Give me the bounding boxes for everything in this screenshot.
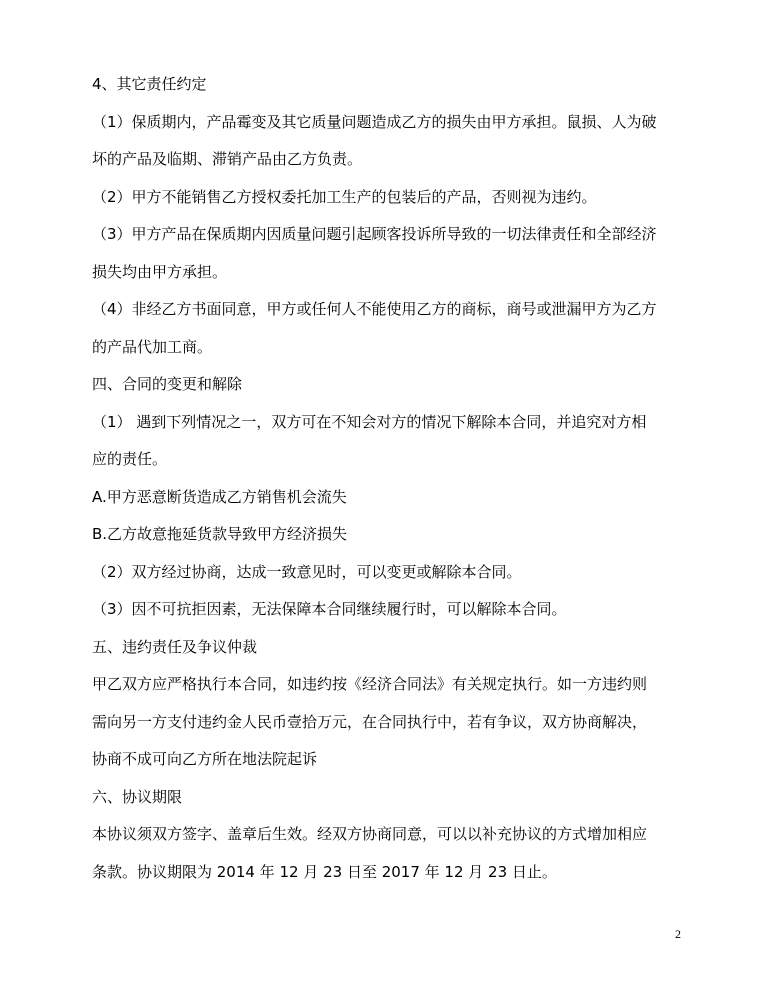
section-heading-agreement-term: 六、协议期限 — [92, 787, 183, 806]
page-number: 2 — [675, 927, 681, 941]
paragraph-line: 本协议须双方签字、盖章后生效。经双方协商同意，可以以补充协议的方式增加相应 — [92, 825, 648, 843]
paragraph-line: 坏的产品及临期、滞销产品由乙方负责。 — [92, 150, 363, 168]
paragraph-line: 甲乙双方应严格执行本合同，如违约按《经济合同法》有关规定执行。如一方违约则 — [92, 675, 648, 693]
paragraph-line: （1） 遇到下列情况之一，双方可在不知会对方的情况下解除本合同，并追究对方相 — [92, 412, 647, 431]
paragraph-line: （2）双方经过协商，达成一致意见时，可以变更或解除本合同。 — [92, 562, 522, 581]
section-heading-other-responsibilities: 4、其它责任约定 — [92, 75, 207, 93]
section-heading-breach-arbitration: 五、违约责任及争议仲裁 — [92, 637, 258, 656]
paragraph-line: 需向另一方支付违约金人民币壹拾万元，在合同执行中，若有争议，双方协商解决， — [92, 712, 648, 731]
paragraph-line: 应的责任。 — [92, 450, 168, 468]
paragraph-line: 损失均由甲方承担。 — [92, 262, 228, 281]
paragraph-line: （4）非经乙方书面同意，甲方或任何人不能使用乙方的商标，商号或泄漏甲方为乙方 — [92, 300, 657, 318]
section-heading-contract-change: 四、合同的变更和解除 — [92, 375, 243, 393]
paragraph-line: A.甲方恶意断货造成乙方销售机会流失 — [92, 487, 347, 506]
paragraph-line: 条款。协议期限为 2014 年 12 月 23 日至 2017 年 12 月 23 日止。 — [92, 862, 557, 881]
document-body — [92, 66, 692, 891]
paragraph-line: B.乙方故意拖延货款导致甲方经济损失 — [92, 525, 348, 543]
paragraph-line: （3）甲方产品在保质期内因质量问题引起顾客投诉所导致的一切法律责任和全部经济 — [92, 225, 657, 243]
paragraph-line: （1）保质期内，产品霉变及其它质量问题造成乙方的损失由甲方承担。鼠损、人为破 — [92, 112, 657, 131]
paragraph-line: （3）因不可抗拒因素，无法保障本合同继续履行时，可以解除本合同。 — [92, 600, 567, 618]
paragraph-line: 协商不成可向乙方所在地法院起诉 — [92, 750, 318, 768]
paragraph-line: （2）甲方不能销售乙方授权委托加工生产的包装后的产品，否则视为违约。 — [92, 187, 597, 206]
paragraph-line: 的产品代加工商。 — [92, 337, 213, 356]
